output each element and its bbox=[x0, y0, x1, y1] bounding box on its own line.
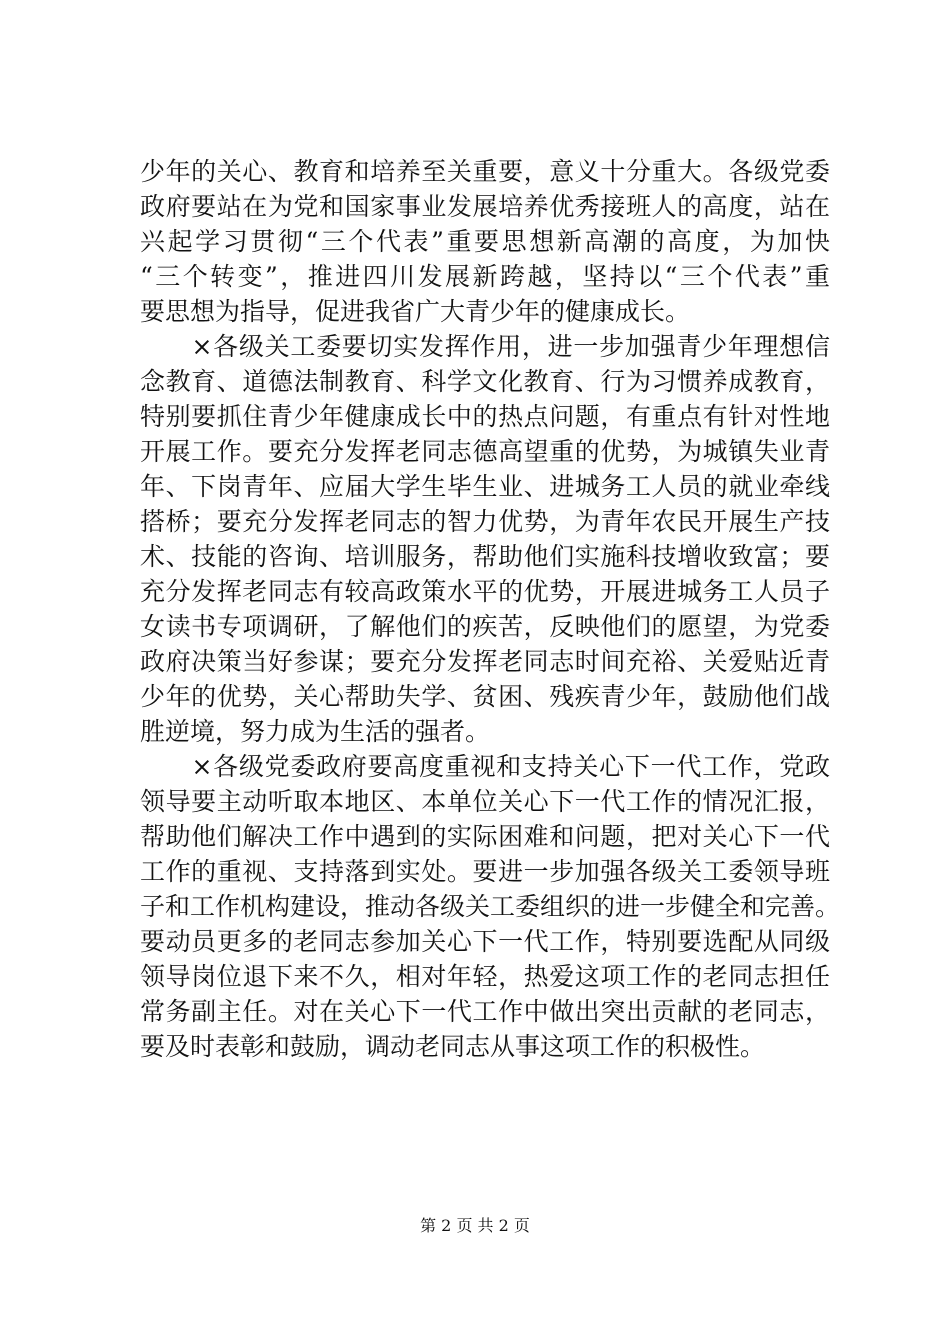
text-line: 工作的重视、支持落到实处。要进一步加强各级关工委领导班 bbox=[140, 857, 830, 886]
text-line: 政府要站在为党和国家事业发展培养优秀接班人的高度，站在 bbox=[140, 192, 830, 221]
text-line: 要及时表彰和鼓励，调动老同志从事这项工作的积极性。 bbox=[140, 1032, 766, 1061]
text-line: ×各级党委政府要高度重视和支持关心下一代工作，党政 bbox=[140, 752, 830, 781]
text-line: 要思想为指导，促进我省广大青少年的健康成长。 bbox=[140, 297, 691, 326]
text-line: 搭桥；要充分发挥老同志的智力优势，为青年农民开展生产技 bbox=[140, 507, 830, 536]
text-line: ×各级关工委要切实发挥作用，进一步加强青少年理想信 bbox=[140, 332, 830, 361]
text-line: 特别要抓住青少年健康成长中的热点问题，有重点有针对性地 bbox=[140, 402, 830, 431]
text-line: 术、技能的咨询、培训服务，帮助他们实施科技增收致富；要 bbox=[140, 542, 830, 571]
body-text bbox=[140, 154, 841, 1064]
text-line: 充分发挥老同志有较高政策水平的优势，开展进城务工人员子 bbox=[140, 577, 830, 606]
text-line: 年、下岗青年、应届大学生毕生业、进城务工人员的就业牵线 bbox=[140, 472, 830, 501]
text-line: 开展工作。要充分发挥老同志德高望重的优势，为城镇失业青 bbox=[140, 437, 830, 466]
text-line: 胜逆境，努力成为生活的强者。 bbox=[140, 717, 491, 746]
text-line: 少年的关心、教育和培养至关重要，意义十分重大。各级党委 bbox=[140, 157, 830, 186]
text-line: 兴起学习贯彻“三个代表”重要思想新高潮的高度，为加快 bbox=[140, 227, 830, 256]
text-line: 念教育、道德法制教育、科学文化教育、行为习惯养成教育， bbox=[140, 367, 830, 396]
text-line: 政府决策当好参谋；要充分发挥老同志时间充裕、关爱贴近青 bbox=[140, 647, 830, 676]
text-line: 要动员更多的老同志参加关心下一代工作，特别要选配从同级 bbox=[140, 927, 830, 956]
text-line: 子和工作机构建设，推动各级关工委组织的进一步健全和完善。 bbox=[140, 892, 841, 921]
text-line: 常务副主任。对在关心下一代工作中做出突出贡献的老同志， bbox=[140, 997, 830, 1026]
text-line: 领导岗位退下来不久，相对年轻，热爱这项工作的老同志担任 bbox=[140, 962, 830, 991]
page-footer: 第 2 页 共 2 页 bbox=[420, 1216, 530, 1235]
text-line: 少年的优势，关心帮助失学、贫困、残疾青少年，鼓励他们战 bbox=[140, 682, 830, 711]
text-line: “三个转变”，推进四川发展新跨越，坚持以“三个代表”重 bbox=[140, 262, 830, 291]
text-line: 女读书专项调研，了解他们的疾苦，反映他们的愿望，为党委 bbox=[140, 612, 830, 641]
text-line: 领导要主动听取本地区、本单位关心下一代工作的情况汇报， bbox=[140, 787, 830, 816]
text-line: 帮助他们解决工作中遇到的实际困难和问题，把对关心下一代 bbox=[140, 822, 830, 851]
